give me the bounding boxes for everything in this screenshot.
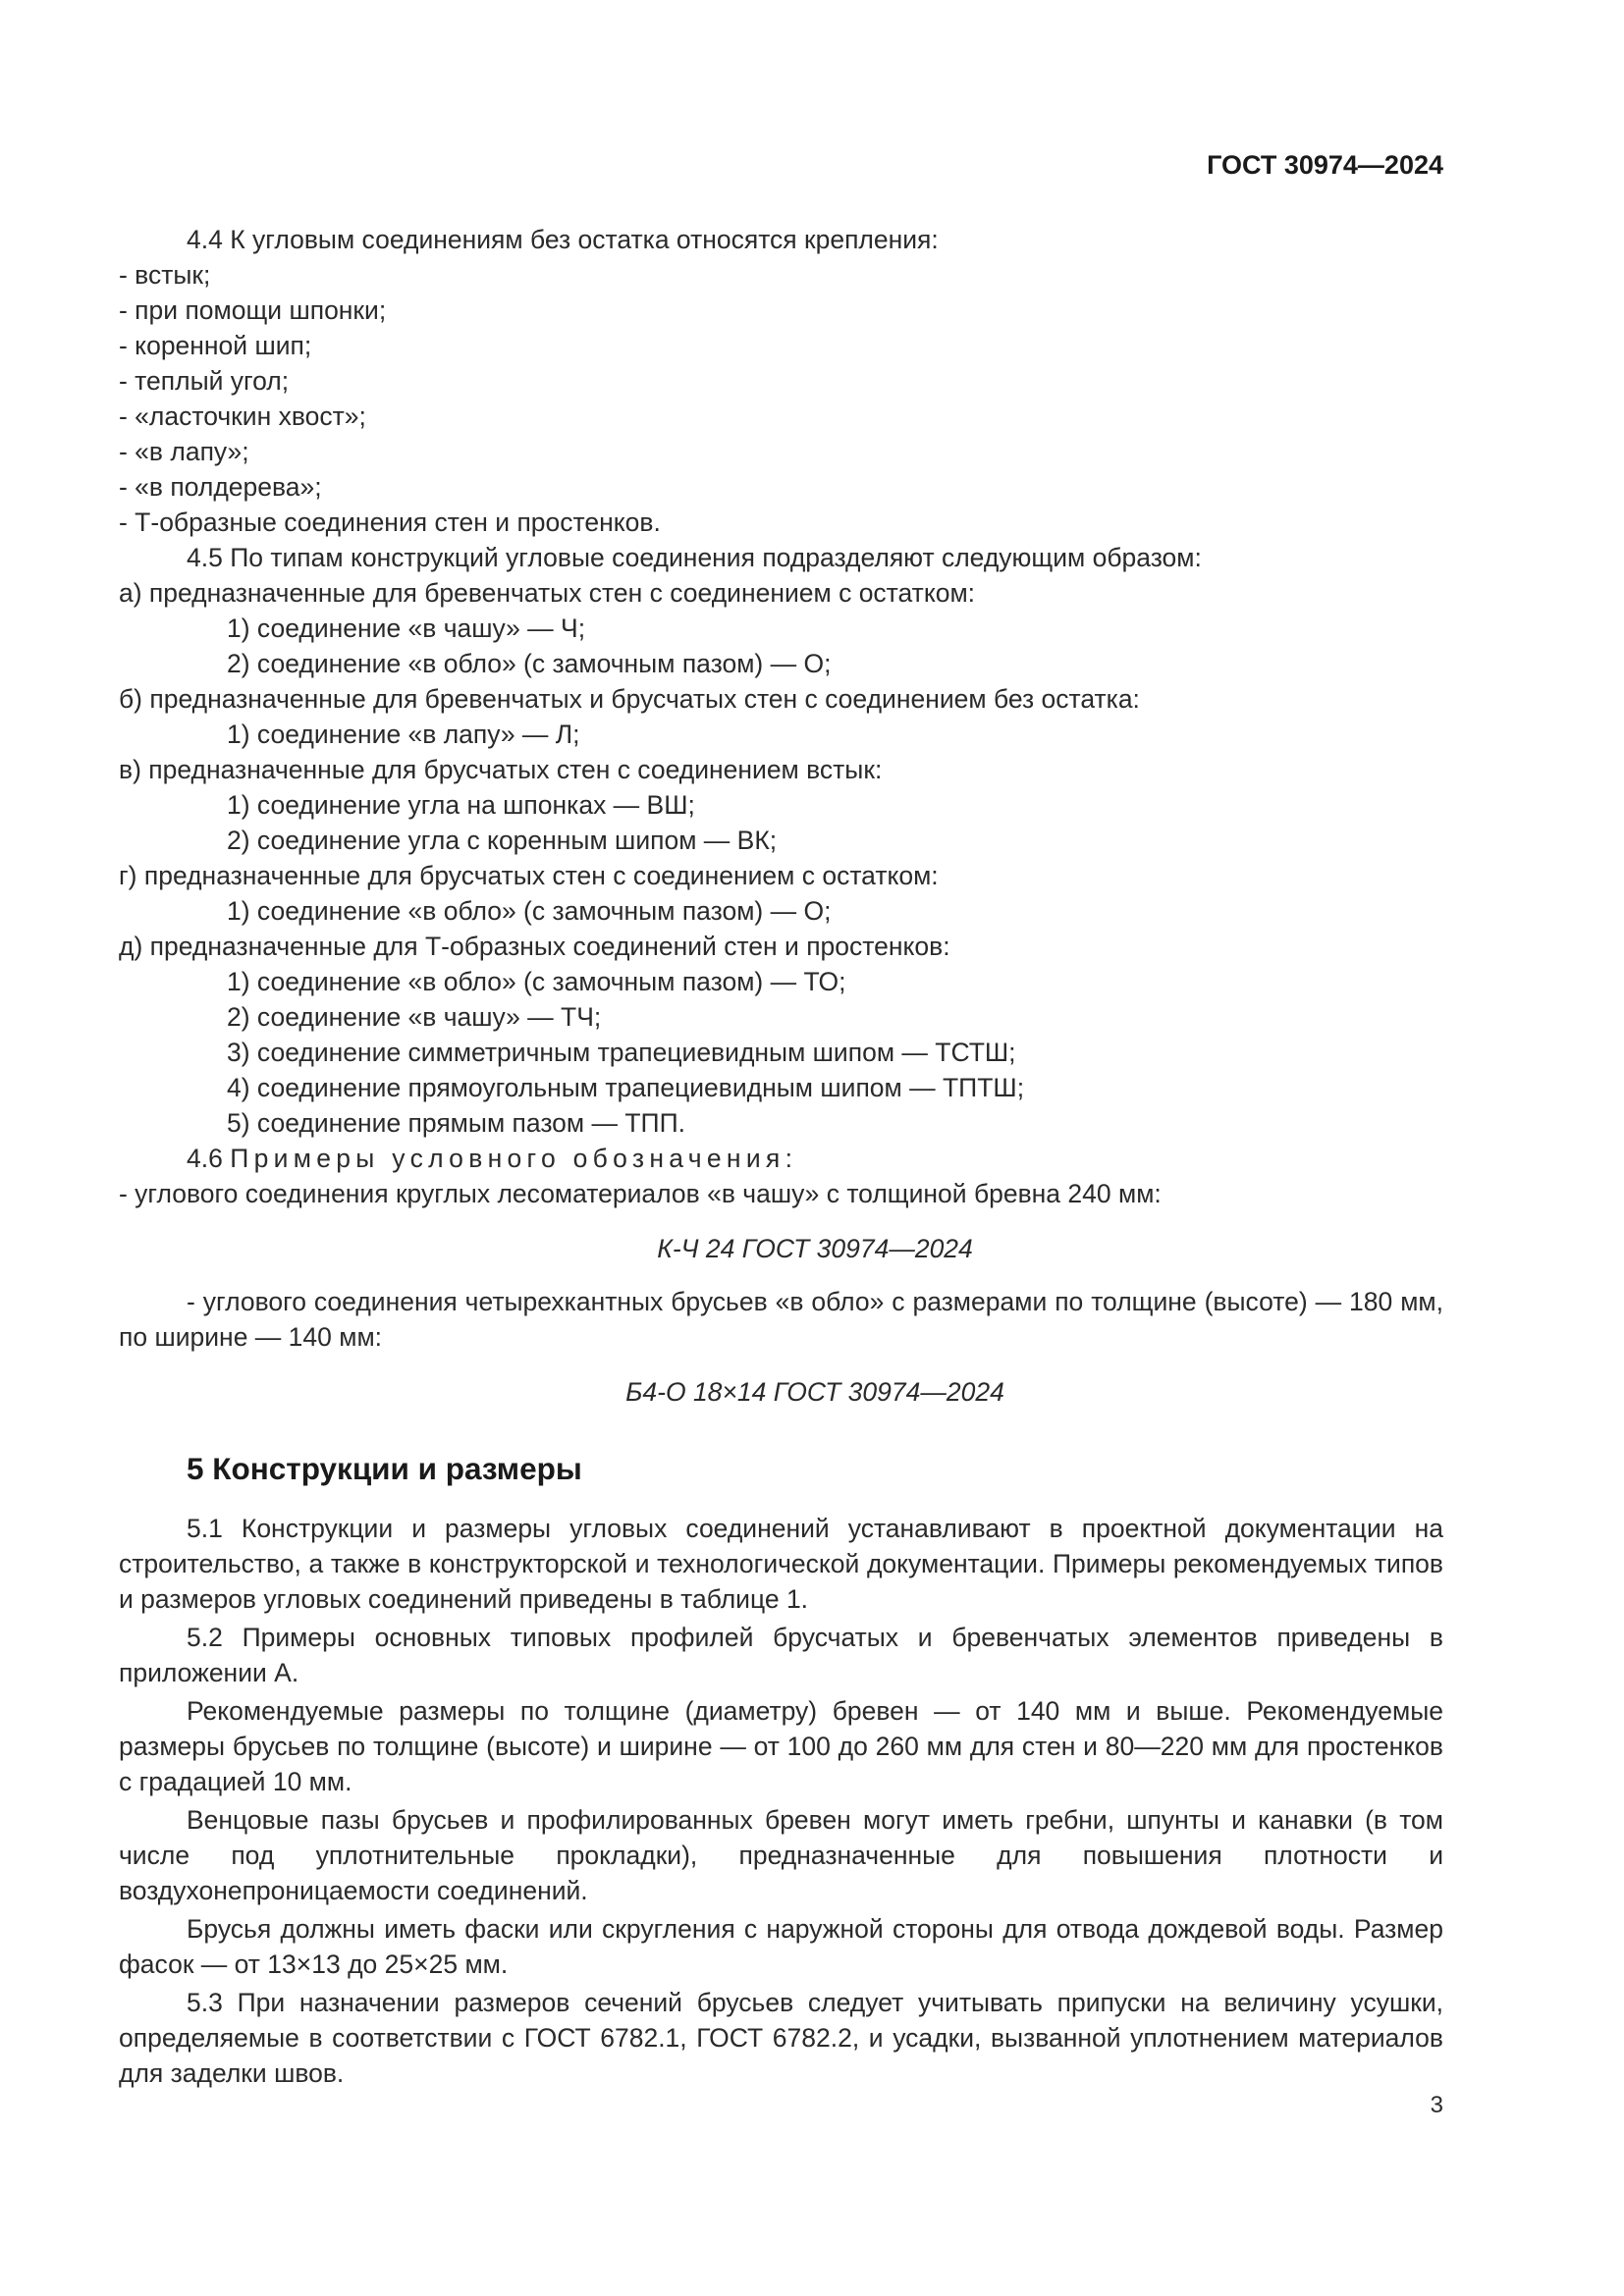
page-number: 3	[1430, 2092, 1443, 2118]
document-body	[119, 222, 1443, 2094]
clause-4-4-intro: 4.4 К угловым соединениям без остатка относятся крепления:	[187, 225, 939, 254]
list-subitem: 2) соединение угла с коренным шипом — ВК;	[227, 826, 778, 855]
list-subitem: 4) соединение прямоугольным трапециевидным шипом — ТПТШ;	[227, 1073, 1025, 1102]
list-subitem: 3) соединение симметричным трапециевидным шипом — ТСТШ;	[227, 1038, 1016, 1067]
list-group-v: в) предназначенные для брусчатых стен с соединением встык:	[119, 755, 883, 784]
list-group-d: д) предназначенные для Т-образных соединений стен и простенков:	[119, 932, 950, 961]
list-subitem: 2) соединение «в обло» (с замочным пазом) — О;	[227, 649, 832, 678]
paragraph-grooves: Венцовые пазы брусьев и профилированных бревен могут иметь гребни, шпунты и канавки (в том числе под уплотнительные прокладки), предназначенные для повышения плотности и воздухонепроницаемости соединений.	[119, 1805, 1443, 1905]
paragraph-chamfers: Брусья должны иметь фаски или скругления с наружной стороны для отвода дождевой воды. Размер фасок — от 13×13 до 25×25 мм.	[119, 1914, 1443, 1979]
paragraph-5-2: 5.2 Примеры основных типовых профилей брусчатых и бревенчатых элементов приведены в приложении А.	[119, 1623, 1443, 1687]
list-subitem: 2) соединение «в чашу» — ТЧ;	[227, 1002, 602, 1032]
section-5-heading: 5 Конструкции и размеры	[187, 1451, 582, 1486]
list-item: - «ласточкин хвост»;	[119, 401, 366, 431]
list-subitem: 1) соединение «в лапу» — Л;	[227, 720, 580, 749]
list-group-g: г) предназначенные для брусчатых стен с соединением с остатком:	[119, 861, 939, 890]
example-2-text: - углового соединения четырехкантных брусьев «в обло» с размерами по толщине (высоте) — 180 мм, по ширине — 140 мм:	[119, 1287, 1443, 1352]
list-subitem: 1) соединение «в обло» (с замочным пазом) — ТО;	[227, 967, 846, 996]
clause-title-spaced: Примеры условного обозначения:	[230, 1144, 798, 1173]
list-subitem: 5) соединение прямым пазом — ТПП.	[227, 1108, 685, 1138]
list-item: - «в полдерева»;	[119, 472, 322, 502]
document-code-header: ГОСТ 30974—2024	[1207, 150, 1443, 180]
list-subitem: 1) соединение «в обло» (с замочным пазом) — О;	[227, 896, 832, 926]
designation-formula-1: К-Ч 24 ГОСТ 30974—2024	[657, 1234, 973, 1263]
example-1-text: - углового соединения круглых лесоматериалов «в чашу» с толщиной бревна 240 мм:	[119, 1179, 1162, 1208]
list-item: - Т-образные соединения стен и простенков.	[119, 507, 661, 537]
list-item: - при помощи шпонки;	[119, 295, 387, 325]
paragraph-log-sizes: Рекомендуемые размеры по толщине (диаметру) бревен — от 140 мм и выше. Рекомендуемые размеры брусьев по толщине (высоте) и ширине — от 100 до 260 мм для стен и 80—220 мм для простенков с градацией 10 мм.	[119, 1696, 1443, 1796]
list-group-b: б) предназначенные для бревенчатых и брусчатых стен с соединением без остатка:	[119, 684, 1140, 714]
paragraph-5-1: 5.1 Конструкции и размеры угловых соединений устанавливают в проектной документации на строительство, а также в конструкторской и технологической документации. Примеры рекомендуемых типов и размеров угловых соединений приведены в таблице 1.	[119, 1514, 1443, 1614]
clause-number: 4.6	[187, 1144, 223, 1173]
clause-4-6-title	[119, 1141, 1443, 1176]
list-subitem: 1) соединение угла на шпонках — ВШ;	[227, 790, 695, 820]
list-group-a: а) предназначенные для бревенчатых стен с соединением с остатком:	[119, 578, 976, 608]
list-item: - «в лапу»;	[119, 437, 249, 466]
list-item: - коренной шип;	[119, 331, 312, 360]
designation-formula-2: Б4-О 18×14 ГОСТ 30974—2024	[625, 1377, 1004, 1407]
paragraph-5-3: 5.3 При назначении размеров сечений брусьев следует учитывать припуски на величину усушки, определяемые в соответствии с ГОСТ 6782.1, ГОСТ 6782.2, и усадки, вызванной уплотнением материалов для заделки швов.	[119, 1988, 1443, 2088]
list-subitem: 1) соединение «в чашу» — Ч;	[227, 614, 586, 643]
list-item: - теплый угол;	[119, 366, 290, 396]
section-5-body	[119, 1511, 1443, 2091]
clause-4-5-intro: 4.5 По типам конструкций угловые соединения подразделяют следующим образом:	[187, 543, 1202, 572]
list-item: - встык;	[119, 260, 211, 290]
